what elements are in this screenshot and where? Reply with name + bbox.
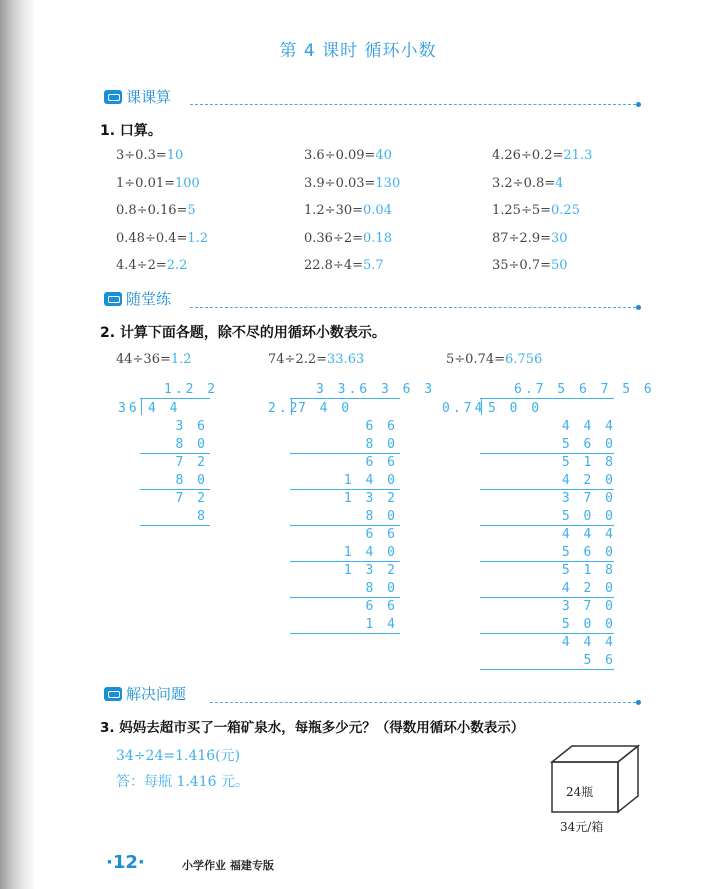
section-header-1: 课课算 — [104, 86, 171, 107]
section-divider — [190, 104, 636, 105]
quotient: 6.7 5 6 7 5 6 — [514, 382, 655, 397]
graduation-cap-icon — [104, 90, 122, 104]
answer: 5.7 — [363, 258, 384, 273]
section-header-2: 随堂练 — [104, 288, 171, 309]
oral-calc-item — [492, 258, 568, 273]
quotient: 3 3.6 3 6 3 — [316, 382, 436, 397]
oral-calc-item — [116, 258, 187, 273]
subtraction-line — [290, 633, 400, 634]
answer: 5 — [187, 203, 196, 218]
division-step: 5 0 0 — [561, 617, 616, 632]
division-step: 8 — [197, 509, 208, 524]
division-step: 5 0 0 — [561, 509, 616, 524]
division-step: 4 2 0 — [561, 473, 616, 488]
expression: 3÷0.3= — [116, 148, 167, 163]
book-spine-shadow — [0, 0, 34, 889]
expression: 1.25÷5= — [492, 203, 552, 218]
division-step: 7 2 — [175, 491, 208, 506]
answer: 0.25 — [551, 203, 580, 218]
oral-calc-item — [116, 203, 196, 218]
divider-dot — [636, 305, 641, 310]
division-step: 5 6 0 — [561, 545, 616, 560]
expression: 87÷2.9= — [492, 230, 552, 246]
subtraction-line — [480, 525, 614, 526]
subtraction-line — [140, 525, 210, 526]
expression: 3.6÷0.09= — [304, 148, 376, 163]
divisor: 36 — [118, 401, 140, 416]
division-step: 6 6 — [365, 419, 398, 434]
expression: 0.36÷2= — [304, 230, 364, 246]
oral-calc-item — [304, 231, 392, 246]
subtraction-line — [290, 561, 400, 562]
division-step: 8 0 — [365, 509, 398, 524]
subtraction-line — [480, 633, 614, 634]
section-divider — [210, 702, 636, 703]
division-step: 5 1 8 — [561, 455, 616, 470]
division-step: 1 3 2 — [343, 491, 398, 506]
division-step: 4 4 4 — [561, 527, 616, 542]
section-divider — [190, 307, 636, 308]
answer: 100 — [175, 175, 200, 191]
answer: 130 — [375, 175, 401, 191]
question-2-label: 2. 计算下面各题，除不尽的用循环小数表示。 — [100, 325, 386, 341]
division-step: 4 2 0 — [561, 581, 616, 596]
division-step: 1 4 — [365, 617, 398, 632]
division-step: 5 1 8 — [561, 563, 616, 578]
box-drawing — [548, 742, 644, 814]
problem-2a: 44÷36=1.2̇ — [116, 352, 192, 367]
subtraction-line — [290, 525, 400, 526]
divider-dot — [636, 700, 641, 705]
dividend: 5 0 0 — [488, 401, 543, 416]
division-step: 8 0 — [175, 437, 208, 452]
division-step: 6 6 — [365, 599, 398, 614]
expression: 1.2÷30= — [304, 203, 364, 218]
division-step: 8 0 — [175, 473, 208, 488]
division-step: 6 6 — [365, 455, 398, 470]
division-bar — [290, 398, 400, 399]
answer: 10 — [166, 148, 184, 163]
division-step: 4 4 4 — [561, 635, 616, 650]
division-step: 5 6 0 — [561, 437, 616, 452]
graduation-cap-icon — [104, 687, 122, 701]
division-step: 1 3 2 — [343, 563, 398, 578]
oral-calc-item — [116, 148, 183, 163]
oral-calc-item — [304, 203, 392, 218]
divisor: 0.74 — [442, 401, 486, 416]
subtraction-line — [290, 453, 400, 454]
divider-dot — [636, 102, 641, 107]
section-header-3: 解决问题 — [104, 683, 186, 704]
division-step: 3 7 0 — [561, 599, 616, 614]
dividend: 4 4 — [148, 401, 181, 416]
subtraction-line — [480, 597, 614, 598]
question-1-label: 1. 口算。 — [100, 123, 162, 139]
division-step: 7 2 — [175, 455, 208, 470]
page-number: ·12· — [106, 852, 145, 873]
divisor: 2.2 — [268, 401, 301, 416]
division-step: 1 4 0 — [343, 473, 398, 488]
division-bracket — [141, 398, 142, 415]
answer: 4 — [555, 175, 564, 191]
book-title: 小学作业 福建专版 — [182, 859, 274, 872]
oral-calc-item — [304, 176, 400, 191]
question-3-answer: 答：每瓶 1.416̇ 元。 — [116, 774, 249, 790]
division-step: 1 4 0 — [343, 545, 398, 560]
box-label: 24瓶 — [566, 785, 594, 799]
price-label: 34元/箱 — [560, 820, 604, 834]
oral-calc-item — [492, 148, 592, 163]
answer: 0.04 — [363, 203, 392, 218]
quotient: 1.2 2 — [164, 382, 219, 397]
division-step: 3 7 0 — [561, 491, 616, 506]
division-step: 4 4 4 — [561, 419, 616, 434]
expression: 1÷0.01= — [116, 175, 176, 191]
subtraction-line — [140, 489, 210, 490]
answer: 40 — [375, 148, 392, 163]
subtraction-line — [290, 597, 400, 598]
expression: 0.8÷0.16= — [116, 203, 188, 218]
oral-calc-item — [116, 176, 200, 191]
question-3-calculation: 34÷24=1.416̇(元) — [116, 748, 241, 764]
oral-calc-item — [304, 258, 384, 273]
division-bracket — [291, 398, 292, 415]
answer: 0.18 — [363, 230, 392, 246]
expression: 35÷0.7= — [492, 258, 552, 273]
answer: 50 — [551, 258, 568, 273]
subtraction-line — [480, 561, 614, 562]
division-bar — [480, 398, 614, 399]
division-step: 8 0 — [365, 437, 398, 452]
oral-calc-item — [116, 231, 208, 246]
expression: 4.4÷2= — [116, 258, 167, 273]
division-step: 5 6 — [583, 653, 616, 668]
graduation-cap-icon — [104, 292, 122, 306]
oral-calc-item — [492, 231, 568, 246]
subtraction-line — [480, 669, 614, 670]
division-step: 6 6 — [365, 527, 398, 542]
oral-calc-item — [492, 176, 563, 191]
problem-2c: 5÷0.74=6.7̇56̇ — [446, 352, 543, 367]
oral-calc-item — [304, 148, 392, 163]
expression: 22.8÷4= — [304, 258, 364, 273]
page-title: 第 4 课时 循环小数 — [279, 41, 437, 61]
subtraction-line — [290, 489, 400, 490]
dividend: 7 4 0 — [298, 401, 353, 416]
subtraction-line — [140, 453, 210, 454]
answer: 2.2 — [166, 258, 188, 273]
division-bar — [140, 398, 210, 399]
answer: 21.3 — [563, 148, 593, 163]
division-step: 3 6 — [175, 419, 208, 434]
subtraction-line — [480, 453, 614, 454]
question-3-label: 3. 妈妈去超市买了一箱矿泉水，每瓶多少元？（得数用循环小数表示） — [100, 720, 525, 736]
expression: 3.2÷0.8= — [492, 175, 556, 191]
subtraction-line — [480, 489, 614, 490]
expression: 3.9÷0.03= — [304, 175, 376, 191]
oral-calc-item — [492, 203, 580, 218]
expression: 4.26÷0.2= — [492, 148, 564, 163]
division-bracket — [481, 398, 482, 415]
expression: 0.48÷0.4= — [116, 230, 188, 246]
answer: 1.2 — [187, 230, 209, 246]
division-step: 8 0 — [365, 581, 398, 596]
problem-2b: 74÷2.2=33.6̇3̇ — [268, 352, 365, 367]
answer: 30 — [551, 230, 568, 246]
